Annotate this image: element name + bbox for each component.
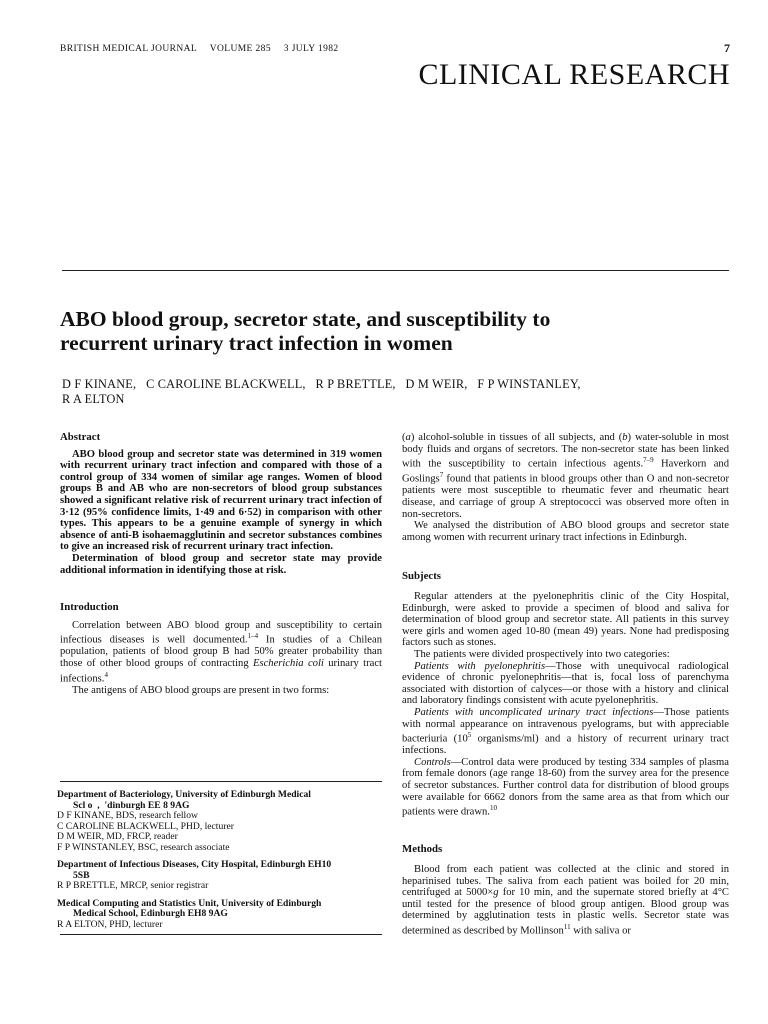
journal-volume: VOLUME 285 <box>209 44 271 54</box>
authors-line-1: D F KINANE, C CAROLINE BLACKWELL, R P BRETTLE, D M WEIR, F P WINSTANLEY, <box>62 377 581 391</box>
header-rule <box>62 270 729 271</box>
affiliation-person-3: D M WEIR, MD, FRCP, reader <box>57 831 178 842</box>
subjects-pyelonephritis <box>402 661 729 707</box>
affiliation-dept-1: Department of Bacteriology, University of Edinburgh Medical <box>57 789 311 800</box>
methods-paragraph-1 <box>402 864 729 937</box>
affiliation-person-6: R A ELTON, PHD, lecturer <box>57 918 163 930</box>
methods-heading: Methods <box>402 843 443 856</box>
running-header <box>60 44 349 54</box>
subhead-controls: Controls <box>414 756 451 768</box>
intro-ref-2: 4 <box>104 670 108 679</box>
subhead-pyelonephritis: Patients with pyelonephritis <box>414 660 546 672</box>
intro-organism: Escherichia coli <box>252 658 324 670</box>
intro-text-b: In studies of a Chilean population, patients of blood group B had 50% greater probability than those of other blood groups of contracting <box>60 634 382 670</box>
intro-text-a: Correlation between ABO blood group and susceptibility to certain infectious diseases is well documented. <box>60 619 382 646</box>
aim-paragraph: We analysed the distribution of ABO blood groups and secretor state among women with recurrent urinary tract infections in Edinburgh. <box>402 520 729 543</box>
article-title <box>60 307 720 355</box>
affiliation-person-5: R P BRETTLE, MRCP, senior registrar <box>57 880 209 891</box>
subjects-heading: Subjects <box>402 570 441 583</box>
subjects-uncomplicated <box>402 707 729 757</box>
list-marker-a: a <box>405 432 411 443</box>
text-frag: —Those patients with normal appearance on intravenous pyelograms, but with appreciable bacteriuria (10 <box>402 706 729 745</box>
affiliation-person-4: F P WINSTANLEY, BSC, research associate <box>57 841 230 853</box>
text-frag: with saliva or <box>570 925 631 937</box>
subjects-controls <box>402 757 729 819</box>
text-frag: Haverkorn and Goslings <box>402 458 730 485</box>
text-frag: Blood from each patient was collected at the clinic and stored in heparinised tubes. The saliva from each patient was boiled for 20 min, centrifuged at 5000× <box>402 863 729 899</box>
introduction-heading: Introduction <box>60 601 119 614</box>
text-frag: ) water-soluble in most body fluids and organs of secretors. The non-secretor state has been linked with the susceptibility to certain infectious agents. <box>402 432 729 470</box>
abstract-heading: Abstract <box>60 431 101 443</box>
subjects-paragraph-2: The patients were divided prospectively into two categories: <box>414 648 670 660</box>
affiliations-block <box>57 790 383 930</box>
introduction-paragraph-1 <box>60 620 382 685</box>
subjects-paragraph-1: Regular attenders at the pyelonephritis clinic of the City Hospital, Edinburgh, were asked to provide a specimen of blood and saliva for determination of blood group and secretor state. All patients in this survey were girls and women aged 10-80 (mean 49) years. None had predisposing factors such as stones. <box>402 591 729 649</box>
author-list <box>62 377 722 407</box>
journal-name: BRITISH MEDICAL JOURNAL <box>60 44 198 54</box>
text-frag: organisms/ml) and a history of recurrent urinary tract infections. <box>402 733 729 757</box>
affiliation-dept-3: Medical Computing and Statistics Unit, University of Edinburgh <box>57 897 322 909</box>
journal-date: 3 JULY 1982 <box>283 44 339 54</box>
text-frag: —Control data were produced by testing 334 samples of plasma from female donors (age range 18-60) from the survey area for the presence of secretor substances. Further control data for distribution of blood groups were available for 6662 donors from the same area as that from which our patients were drawn. <box>402 756 729 818</box>
affiliation-dept-1-cont: Scl o , 'dinburgh EE 8 9AG <box>73 799 190 811</box>
antigen-forms-paragraph <box>402 432 729 520</box>
title-line-2: recurrent urinary tract infection in women <box>60 331 453 355</box>
intro-ref-1: 1–4 <box>247 632 259 641</box>
list-marker-b: b <box>622 432 628 443</box>
affiliation-person-1: D F KINANE, BDS, research fellow <box>57 810 198 821</box>
affiliation-dept-3-cont: Medical School, Edinburgh EH8 9AG <box>73 908 228 919</box>
affiliations-bottom-rule <box>60 934 382 935</box>
text-frag: found that patients in blood groups other than O and non-secretor patients were most susceptible to rheumatic fever and rheumatic heart disease, and carriage of group A streptococci was observed more often in non-secretors. <box>402 473 729 520</box>
section-label: CLINICAL RESEARCH <box>418 58 730 91</box>
text-frag: for 10 min, and the supernate stored briefly at 4°C until tested for the presence of blood group antigen. Blood group was determined by agglutination tests in plastic wells. Secretor state was determined as described by Mollinson <box>402 887 729 937</box>
ref-7-9: 7–9 <box>643 456 654 465</box>
affiliations-top-rule <box>60 781 382 782</box>
right-column <box>402 432 729 937</box>
g-force-symbol: g <box>493 887 499 899</box>
abstract-paragraph-1: ABO blood group and secretor state was determined in 319 women with recurrent urinary tract infection and compared with those of a control group of 334 women of similar age ranges. Women of blood groups B and AB who are non-secretors of blood group substances showed a significant relative risk of recurrent urinary tract infection of 3·12 (95% confidence limits, 1·49 and 6·52) in comparison with other types. This appears to be a genuine example of synergy in which absence of anti-B isohaemagglutinin and secretor substances combines to give an increased risk of recurrent urinary tract infection. <box>60 448 382 553</box>
superscript-5: 5 <box>467 731 472 740</box>
subhead-uncomplicated: Patients with uncomplicated urinary tract infections <box>414 706 654 718</box>
introduction-paragraph-2: The antigens of ABO blood groups are present in two forms: <box>72 684 330 696</box>
affiliation-person-2: C CAROLINE BLACKWELL, PHD, lecturer <box>57 820 234 832</box>
text-frag: —Those with unequivocal radiological evidence of chronic pyelonephritis—that is, focal loss of parenchyma associated with distortion of calyces—or those with a history and clinical and laboratory findings consistent with acute pyelonephritis. <box>402 660 729 707</box>
affiliation-dept-2-cont: 5SB <box>73 869 90 881</box>
abstract-paragraph-2: Determination of blood group and secretor state may provide additional information in identifying those at risk. <box>60 552 382 576</box>
ref-11: 11 <box>563 922 571 931</box>
text-frag: ) alcohol-soluble in tissues of all subjects, and ( <box>410 432 623 443</box>
text-frag: ( <box>402 432 406 443</box>
intro-text-c: urinary tract infections. <box>60 658 382 685</box>
affiliation-dept-2: Department of Infectious Diseases, City Hospital, Edinburgh EH10 <box>57 859 332 870</box>
ref-10: 10 <box>489 804 497 813</box>
ref-7: 7 <box>439 471 444 480</box>
authors-line-2: R A ELTON <box>62 392 125 406</box>
page-number: 7 <box>724 41 730 55</box>
left-column <box>60 432 382 696</box>
title-line-1: ABO blood group, secretor state, and susceptibility to <box>60 307 551 331</box>
